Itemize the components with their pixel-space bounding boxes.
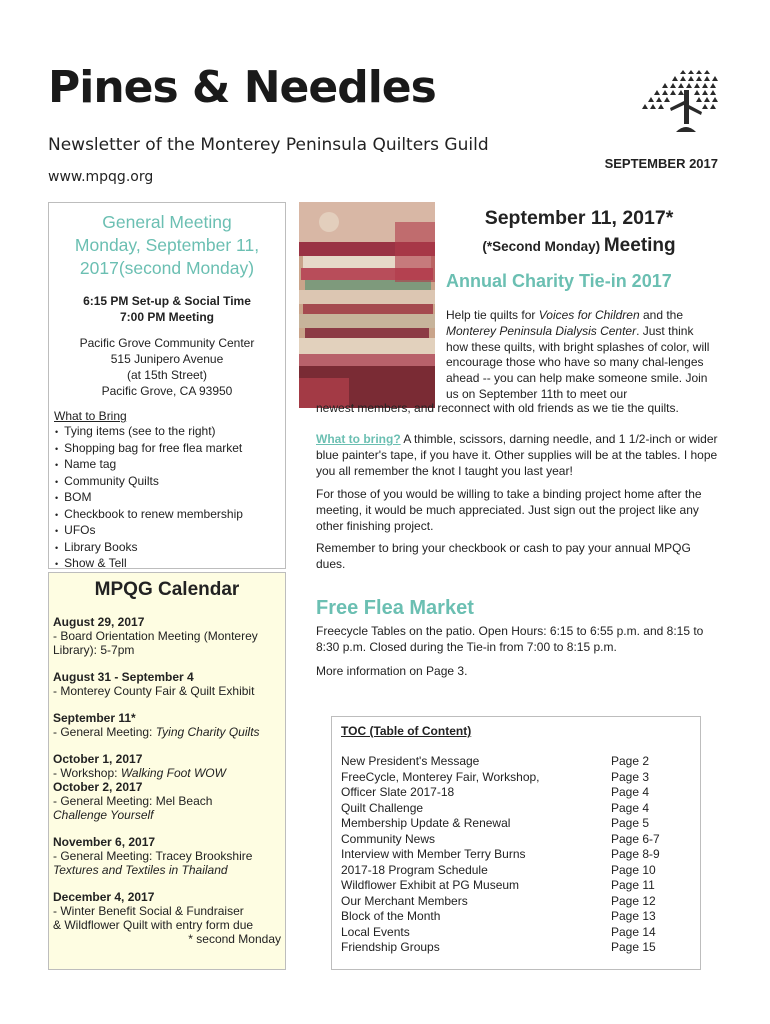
meeting-time: 7:00 PM Meeting [119,310,215,324]
calendar-entry: December 4, 2017 - Winter Benefit Social & Fundraiser & Wildflower Quilt with entry form due * second Monday [53,890,281,946]
list-item: • Tying items (see to the right) [55,424,285,441]
meeting-address: Pacific Grove Community Center 515 Junipero Avenue (at 15th Street) Pacific Grove, CA 93950 [79,336,255,398]
charity-heading: Annual Charity Tie-in 2017 [446,271,672,291]
what-to-bring-heading: What to Bring [54,409,127,423]
newsletter-subtitle: Newsletter of the Monterey Peninsula Quilters Guild [48,135,489,155]
setup-time: 6:15 PM Set-up & Social Time [83,294,251,308]
calendar-entry: August 31 - September 4 - Monterey County Fair & Quilt Exhibit [53,670,255,698]
calendar-entry: August 29, 2017 - Board Orientation Meeting (Monterey Library): 5-7pm [53,615,258,657]
calendar-entry: October 1, 2017 - Workshop: Walking Foot WOW October 2, 2017 - General Meeting: Mel Beach Challenge Yourself [53,752,226,822]
toc-row[interactable]: Interview with Member Terry Burns Page 8-9 [341,847,660,861]
toc-row[interactable]: Officer Slate 2017-18 Page 4 [341,785,650,799]
what-to-bring-paragraph: What to bring? A thimble, scissors, darning needle, and 1 1/2-inch or wider blue painter's tape, if you have it. Other supplies will be at the tables. I hope you all remember the knot I taught you last year! [316,432,718,478]
toc-row[interactable]: Friendship Groups Page 15 [341,940,656,954]
toc-row[interactable]: FreeCycle, Monterey Fair, Workshop, Page 3 [341,769,650,784]
website-link[interactable]: www.mpqg.org [48,169,154,185]
toc-row[interactable]: Quilt Challenge Page 4 [341,800,650,815]
what-to-bring-list [49,424,285,573]
toc-row[interactable]: 2017-18 Program Schedule Page 10 [341,862,656,877]
more-info-text: More information on Page 3. [316,664,468,678]
meeting-date-heading: September 11, 2017* [484,207,674,229]
toc-row[interactable]: Local Events Page 14 [341,924,656,939]
meeting-subheading: (*Second Monday) Meeting [482,235,676,256]
calendar-entry: November 6, 2017 - General Meeting: Tracey Brookshire Textures and Textiles in Thailand [53,835,253,877]
toc-row[interactable]: Community News Page 6-7 [341,831,660,846]
toc-title: TOC (Table of Content) [341,724,472,738]
toc-row[interactable]: New President's Message Page 2 [341,754,650,768]
quilts-photo [299,202,435,408]
toc-row[interactable]: Our Merchant Members Page 12 [341,893,656,908]
list-item: • Library Books [55,540,285,557]
flea-market-heading: Free Flea Market [316,597,474,619]
list-item: • BOM [55,490,285,507]
toc-row[interactable]: Wildflower Exhibit at PG Museum Page 11 [341,878,655,892]
list-item: • Show & Tell [55,556,285,573]
general-meeting-box [48,202,286,569]
dues-paragraph: Remember to bring your checkbook or cash to pay your annual MPQG dues. [316,541,691,571]
newsletter-title: Pines & Needles [48,62,436,113]
charity-paragraph: Help tie quilts for Voices for Children and the Monterey Peninsula Dialysis Center. Just think how these quilts, with bright splashes of color, will encourage those who have so many chal-lenges ahead -- you can help make someone smile. Join us on September 11th to meet our [446,308,710,401]
calendar-entry: September 11* - General Meeting: Tying Charity Quilts [53,711,260,739]
pine-tree-logo-icon [640,70,724,134]
list-item: • Checkbook to renew membership [55,507,285,524]
what-to-bring-link[interactable]: What to bring? [316,432,401,446]
list-item: • UFOs [55,523,285,540]
toc-row[interactable]: Membership Update & Renewal Page 5 [341,816,650,830]
list-item: • Name tag [55,457,285,474]
calendar-title: MPQG Calendar [94,579,240,600]
charity-paragraph-cont: newest members, and reconnect with old friends as we tie the quilts. [316,401,679,415]
toc-table [341,754,693,956]
binding-paragraph: For those of you would be willing to take a binding project home after the meeting, it would be much appreciated. Just sign out the project like any other finishing project. [316,487,702,533]
table-of-contents [331,716,701,970]
list-item: • Shopping bag for free flea market [55,441,285,458]
issue-date: SEPTEMBER 2017 [604,156,718,171]
list-item: • Community Quilts [55,474,285,491]
general-meeting-heading: General Meeting Monday, September 11, 2017(second Monday) [74,212,260,278]
toc-row[interactable]: Block of the Month Page 13 [341,909,656,923]
flea-market-paragraph: Freecycle Tables on the patio. Open Hours: 6:15 to 6:55 p.m. and 8:15 to 8:30 p.m. Closed during the Tie-in from 7:00 to 8:15 p.m. [316,624,704,654]
calendar-box [48,572,286,970]
